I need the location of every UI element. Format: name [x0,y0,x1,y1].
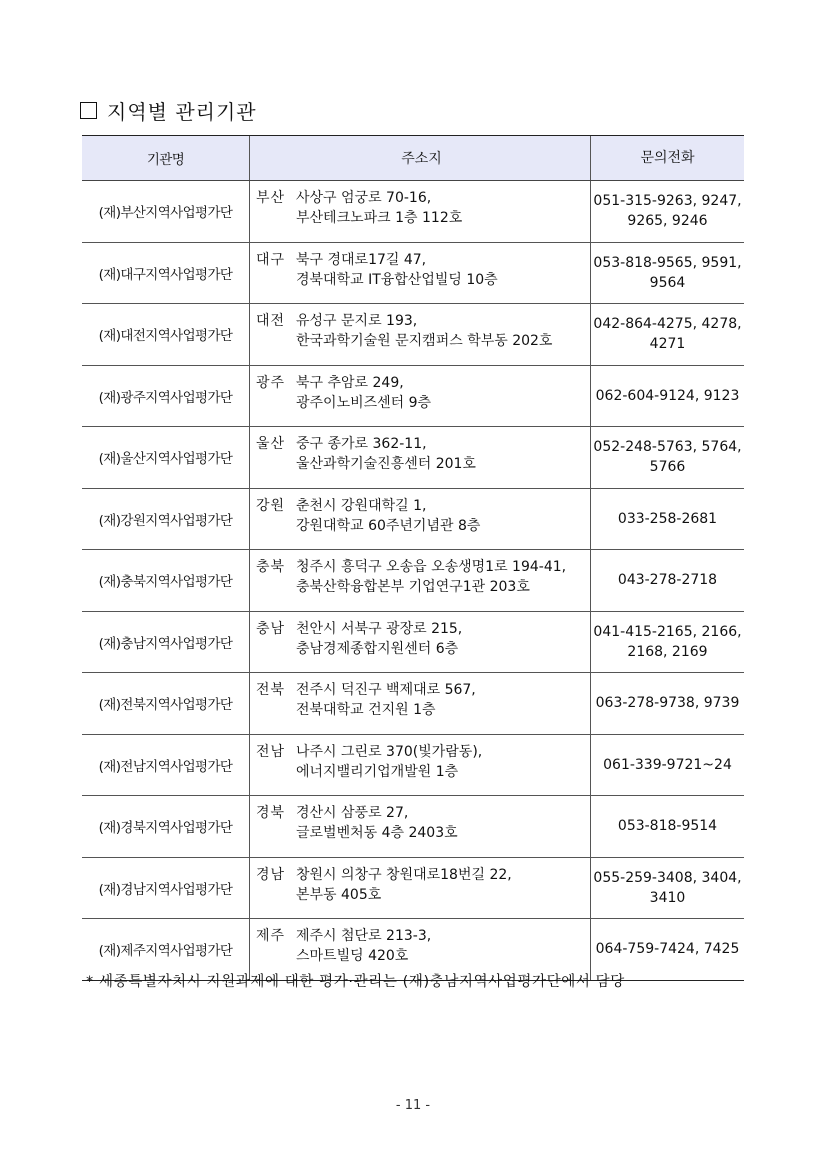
table-row [82,365,744,427]
phone-cell [591,181,745,243]
phone-cell [591,242,745,304]
agency-name-cell: (재)대전지역사업평가단 [82,304,250,366]
header-phone: 문의전화 [591,136,745,181]
address-cell [250,796,591,858]
address-line-1: 사상구 엄궁로 70-16, [296,190,432,207]
phone-line-2: 2168, 2169 [627,643,708,660]
region-label: 강원 [256,497,286,514]
address-line-2: 충북산학융합본부 기업연구1관 203호 [296,579,530,596]
table-row [82,427,744,489]
address-line-2: 충남경제종합지원센터 6층 [296,640,459,657]
region-label: 부산 [256,190,286,207]
region-label: 대구 [256,251,286,268]
table-row [82,734,744,796]
phone-cell [591,304,745,366]
header-address: 주소지 [250,136,591,181]
header-agency-name: 기관명 [82,136,250,181]
address-line-1: 천안시 서북구 광장로 215, [296,620,463,637]
address-line-1: 창원시 의창구 창원대로18번길 22, [296,866,512,883]
phone-cell [591,673,745,735]
phone-line-1: 041-415-2165, 2166, [593,623,742,640]
address-line-2: 본부동 405호 [296,886,382,903]
phone-line-2: 4271 [649,336,686,353]
phone-line-2: 9265, 9246 [627,213,708,230]
table-row [82,857,744,919]
address-line-1: 청주시 흥덕구 오송읍 오송생명1로 194-41, [296,559,567,576]
phone-cell [591,611,745,673]
agency-name-cell: (재)강원지역사업평가단 [82,488,250,550]
address-cell [250,673,591,735]
page-number: - 11 - [395,1098,431,1113]
phone-line-1: 033-258-2681 [617,510,718,527]
agency-name-cell: (재)광주지역사업평가단 [82,365,250,427]
region-label: 충남 [256,620,286,637]
agency-name-cell: (재)충남지역사업평가단 [82,611,250,673]
phone-line-1: 061-339-9721~24 [603,756,732,773]
address-cell [250,427,591,489]
region-label: 충북 [256,559,286,576]
address-line-2: 경북대학교 IT융합산업빌딩 10층 [296,271,498,288]
address-line-2: 글로벌벤처동 4층 2403호 [296,825,458,842]
address-line-1: 북구 추암로 249, [296,374,404,391]
phone-line-1: 052-248-5763, 5764, [593,439,742,456]
section-heading-text: 지역별 관리기관 [107,100,257,124]
table-row [82,304,744,366]
agency-name-cell: (재)충북지역사업평가단 [82,550,250,612]
table-row [82,796,744,858]
address-line-2: 스마트빌딩 420호 [296,948,409,965]
address-line-1: 중구 종가로 362-11, [296,436,427,453]
region-label: 울산 [256,436,286,453]
phone-line-1: 062-604-9124, 9123 [595,387,740,404]
section-heading [80,96,257,125]
table-header-row [82,136,744,181]
phone-line-2: 5766 [649,459,686,476]
phone-line-1: 051-315-9263, 9247, [593,193,742,210]
phone-cell [591,857,745,919]
address-cell [250,365,591,427]
checkbox-square-icon [80,102,97,119]
address-cell [250,611,591,673]
phone-line-1: 053-818-9565, 9591, [593,254,742,271]
agency-name-cell: (재)전북지역사업평가단 [82,673,250,735]
address-line-2: 광주이노비즈센터 9층 [296,394,432,411]
address-cell [250,181,591,243]
address-line-2: 울산과학기술진흥센터 201호 [296,456,476,473]
phone-line-1: 053-818-9514 [617,818,718,835]
region-label: 경남 [256,866,286,883]
phone-cell [591,365,745,427]
agency-name-cell: (재)대구지역사업평가단 [82,242,250,304]
phone-line-1: 042-864-4275, 4278, [593,316,742,333]
phone-line-1: 043-278-2718 [617,572,718,589]
regional-agencies-table [82,135,744,981]
address-line-2: 부산테크노파크 1층 112호 [296,210,463,227]
address-line-1: 북구 경대로17길 47, [296,251,427,268]
agency-name-cell: (재)제주지역사업평가단 [82,919,250,981]
table-row [82,673,744,735]
address-cell [250,857,591,919]
address-line-2: 강원대학교 60주년기념관 8층 [296,517,481,534]
table-row [82,550,744,612]
address-line-1: 나주시 그린로 370(빛가람동), [296,743,483,760]
agency-name-cell: (재)울산지역사업평가단 [82,427,250,489]
phone-cell [591,427,745,489]
agency-name-cell: (재)경남지역사업평가단 [82,857,250,919]
table-row [82,488,744,550]
region-label: 제주 [256,928,286,945]
address-line-2: 에너지밸리기업개발원 1층 [296,763,459,780]
phone-cell [591,734,745,796]
address-cell [250,734,591,796]
address-line-1: 춘천시 강원대학길 1, [296,497,427,514]
region-label: 광주 [256,374,286,391]
agency-name-cell: (재)전남지역사업평가단 [82,734,250,796]
phone-cell [591,488,745,550]
table-row [82,181,744,243]
address-cell [250,550,591,612]
agency-name-cell: (재)부산지역사업평가단 [82,181,250,243]
address-cell [250,488,591,550]
region-label: 대전 [256,313,286,330]
phone-cell [591,796,745,858]
table-row [82,611,744,673]
address-cell [250,242,591,304]
phone-line-1: 055-259-3408, 3404, [593,869,742,886]
address-line-1: 전주시 덕진구 백제대로 567, [296,682,476,699]
phone-line-1: 064-759-7424, 7425 [595,941,740,958]
address-line-1: 제주시 첨단로 213-3, [296,928,432,945]
region-label: 전남 [256,743,286,760]
phone-line-2: 3410 [649,889,686,906]
footnote: * 세종특별자치시 지원과제에 대한 평가·관리는 (재)충남지역사업평가단에서 담당 [86,974,625,990]
address-line-2: 한국과학기술원 문지캠퍼스 학부동 202호 [296,333,553,350]
address-line-2: 전북대학교 건지원 1층 [296,702,436,719]
region-label: 경북 [256,805,286,822]
phone-cell [591,550,745,612]
address-line-1: 경산시 삼풍로 27, [296,805,409,822]
phone-line-1: 063-278-9738, 9739 [595,695,740,712]
table-row [82,242,744,304]
phone-line-2: 9564 [649,274,686,291]
address-line-1: 유성구 문지로 193, [296,313,418,330]
region-label: 전북 [256,682,286,699]
address-cell [250,304,591,366]
agency-name-cell: (재)경북지역사업평가단 [82,796,250,858]
